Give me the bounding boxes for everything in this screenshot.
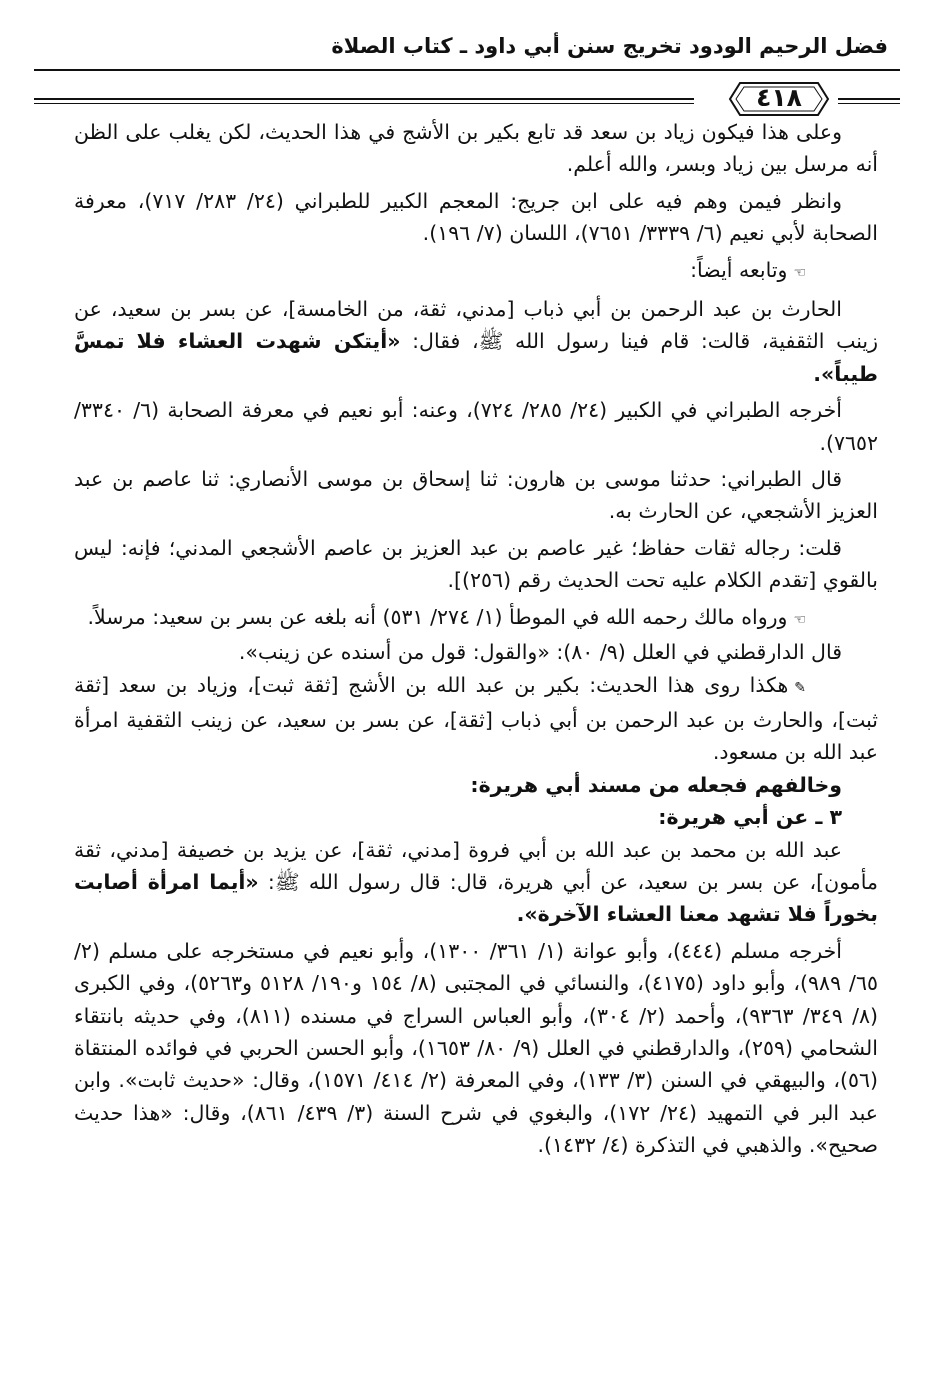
paragraph: ☜وتابعه أيضاً:	[74, 254, 878, 289]
paragraph: وانظر فيمن وهم فيه على ابن جريج: المعجم الكبير للطبراني (٢٤/ ٢٨٣/ ٧١٧)، معرفة الصحابة لأبي نعيم (٦/ ٣٣٣٩/ ٧٦٥١)، اللسان (٧/ ١٩٦).	[74, 188, 878, 246]
ornament-rule	[838, 98, 900, 100]
paragraph: أخرجه الطبراني في الكبير (٢٤/ ٢٨٥/ ٧٢٤)، وعنه: أبو نعيم في معرفة الصحابة (٦/ ٣٣٤٠/ ٧٦٥٢).	[74, 398, 878, 455]
paragraph: وعلى هذا فيكون زياد بن سعد قد تابع بكير بن الأشج في هذا الحديث، لكن يغلب على الظن أنه مرسل بين زياد وبسر، والله أعلم.	[74, 120, 878, 177]
paragraph: قلت: رجاله ثقات حفاظ؛ غير عاصم بن عبد العزيز بن عاصم الأشجعي المدني؛ فإنه: ليس بالقوي [تقدم الكلام عليه تحت الحديث رقم (٢٥٦)].	[74, 535, 878, 593]
paragraph: أخرجه مسلم (٤٤٤)، وأبو عوانة (١/ ٣٦١/ ١٣٠٠)، وأبو نعيم في مستخرجه على مسلم (٢/ ٦٥/ ٩٨٩)، وأبو داود (٤١٧٥)، والنسائي في المجتبى (٨/ ١٥٤ و١٩٠/ ٥١٢٨ و٥٢٦٣)، وفي الكبرى (٨/ ٣٤٩/ ٩٣٦٣)، وأحمد (٢/ ٣٠٤)، وأبو العباس السراج في مسنده (٨١١)، وفي حديثه بانتقاء الشحامي (٢٥٩)، والدارقطني في العلل (٩/ ٨٠/ ١٦٥٣)، وأبو الحسن الحربي في فوائده المنتقاة (٥٦)، والبيهقي في السنن (٣/ ١٣٣)، وفي المعرفة (٢/ ٤١٤/ ١٥٧١)، وقال: «حديث ثابت». وابن عبد البر في التمهيد (٢٤/ ١٧٢)، والبغوي في شرح السنة (٣/ ٤٣٩/ ٨٦١)، وقال: «هذا حديث صحيح». والذهبي في التذكرة (٤/ ١٤٣٢).	[74, 938, 879, 1158]
ornament-rule	[34, 103, 694, 104]
pen-icon: ✎	[794, 679, 806, 696]
ornament-rule	[838, 103, 900, 104]
page-header	[34, 34, 900, 114]
running-title: فضل الرحيم الودود تخريج سنن أبي داود ـ كتاب الصلاة	[331, 34, 888, 58]
paragraph: عبد الله بن محمد بن عبد الله بن أبي فروة [مدني، ثقة]، عن يزيد بن خصيفة [مدني، ثقة مأمون]، عن بسر بن سعيد، عن أبي هريرة، قال: قال رسول الله ﷺ: «أيما امرأة أصابت بخوراً فلا تشهد معنا العشاء الآخرة».	[74, 837, 878, 927]
hand-pointer-icon: ☜	[793, 611, 806, 628]
ornament-rule	[34, 98, 694, 100]
section-heading: وخالفهم فجعله من مسند أبي هريرة:	[470, 772, 842, 797]
body-text	[74, 116, 878, 1162]
paragraph: قال الدارقطني في العلل (٩/ ٨٠): «والقول: قول من أسنده عن زينب».	[238, 640, 842, 665]
paragraph: قال الطبراني: حدثنا موسى بن هارون: ثنا إسحاق بن موسى الأنصاري: ثنا عاصم بن عبد العزيز الأشجعي، عن الحارث به.	[74, 467, 878, 524]
paragraph: ☜ورواه مالك رحمه الله في الموطأ (١/ ٢٧٤/ ٥٣١) أنه بلغه عن بسر بن سعيد: مرسلاً.	[74, 601, 878, 636]
hadith-text: «أيما امرأة أصابت بخوراً فلا تشهد معنا العشاء الآخرة».	[74, 869, 878, 927]
paragraph: ✎هكذا روى هذا الحديث: بكير بن عبد الله بن الأشج [ثقة ثبت]، وزياد بن سعد [ثقة ثبت]، والحارث بن عبد الرحمن بن أبي ذباب [ثقة]، عن بسر بن سعيد، عن زينب الثقفية امرأة عبد الله بن مسعود.	[74, 672, 878, 765]
section-heading: ٣ ـ عن أبي هريرة:	[658, 805, 842, 830]
hand-pointer-icon: ☜	[793, 264, 806, 281]
header-rule	[34, 69, 900, 71]
paragraph: الحارث بن عبد الرحمن بن أبي ذباب [مدني، ثقة، من الخامسة]، عن بسر بن سعيد، عن زينب الثقفية، قالت: قام فينا رسول الله ﷺ، فقال: «أيتكن شهدت العشاء فلا تمسَّ طيباً».	[74, 297, 878, 386]
page-number: ٤١٨	[756, 83, 802, 112]
page-number-badge	[726, 79, 832, 119]
hadith-text: «أيتكن شهدت العشاء فلا تمسَّ طيباً».	[74, 329, 878, 386]
